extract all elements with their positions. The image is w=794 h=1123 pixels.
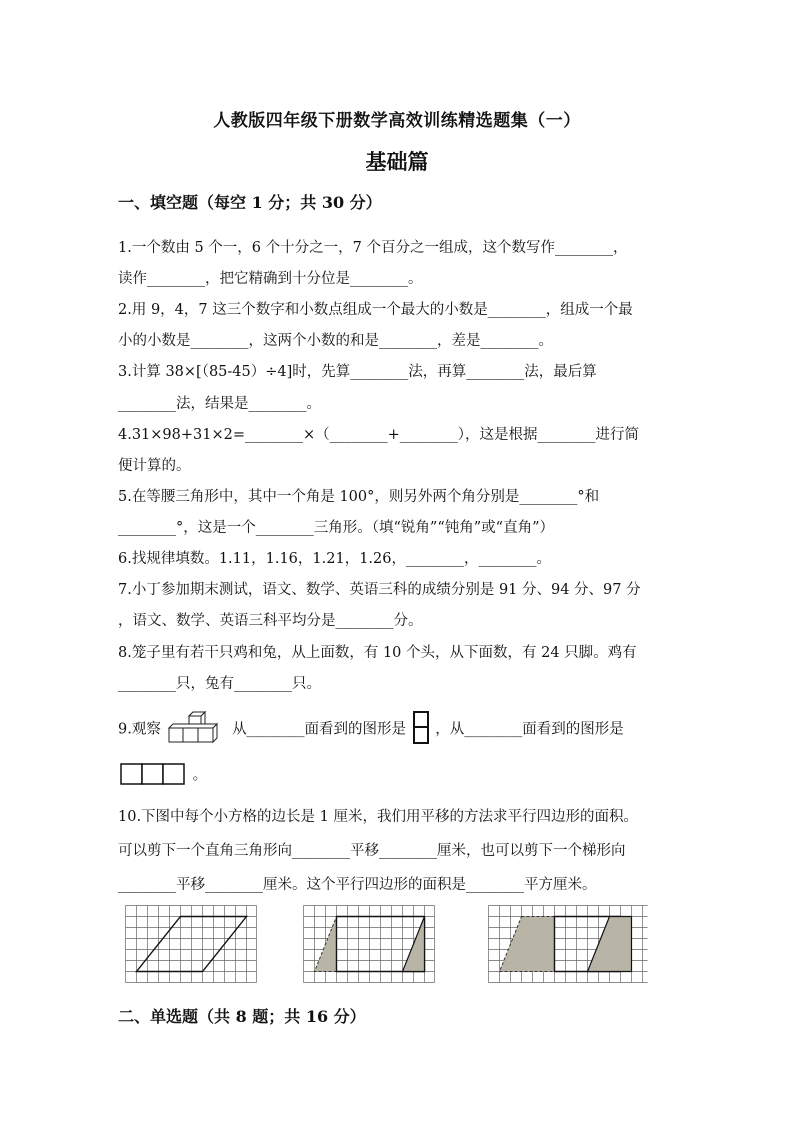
q9-line2 (118, 760, 207, 800)
q6-line1: 6.找规律填数。1.11，1.16，1.21，1.26，________，________。 (118, 551, 551, 567)
q7-line1: 7.小丁参加期末测试，语文、数学、英语三科的成绩分别是 91 分、94 分、97 分 (118, 582, 641, 598)
q9-part2: ，从________面看到的图形是 (435, 721, 624, 738)
q5-line1: 5.在等腰三角形中，其中一个角是 100°，则另外两个角分别是________°和 (118, 489, 600, 505)
q2-line1: 2.用 9，4，7 这三个数字和小数点组成一个最大的小数是________，组成一个最 (118, 302, 633, 318)
view-figure-horizontal (118, 760, 188, 788)
view-figure-vertical (411, 710, 431, 746)
q4-line1: 4.31×98+31×2=________×（________+________），这是根据________进行简 (118, 427, 640, 443)
q9-end: 。 (192, 767, 208, 784)
q4-line2: 便计算的。 (118, 458, 191, 474)
q5-line2: ________°，这是一个________三角形。（填“锐角”“钝角”或“直角”） (118, 520, 554, 536)
q8-line2: ________只，兔有________只。 (118, 676, 321, 692)
cube-stack-figure (165, 708, 227, 748)
parallelogram-grid-figure (125, 905, 257, 985)
q3-line2: ________法，结果是________。 (118, 396, 321, 412)
q3-line1: 3.计算 38×[（85-45）÷4]时，先算________法，再算________法，最后算 (118, 364, 597, 380)
section-2-heading: 二、单选题（共 8 题；共 16 分） (118, 1007, 366, 1026)
q10-line3: ________平移________厘米。这个平行四边形的面积是________平方厘米。 (118, 877, 597, 893)
q1-line2: 读作________，把它精确到十分位是________。 (118, 271, 423, 287)
q9-part1: 从________面看到的图形是 (232, 721, 407, 738)
page-title: 人教版四年级下册数学高效训练精选题集（一） (213, 111, 581, 131)
q10-line1: 10.下图中每个小方格的边长是 1 厘米，我们用平移的方法求平行四边形的面积。 (118, 809, 639, 825)
q10-line2: 可以剪下一个直角三角形向________平移________厘米，也可以剪下一个梯形向 (118, 843, 626, 859)
section-1-heading: 一、填空题（每空 1 分；共 30 分） (118, 193, 382, 212)
q9-prefix: 9.观察 (118, 721, 161, 738)
q7-line2: ，语文、数学、英语三科平均分是________分。 (118, 613, 423, 629)
trapezoid-shift-grid-figure (488, 905, 648, 985)
q2-line2: 小的小数是________，这两个小数的和是________，差是________。 (118, 333, 553, 349)
q9-line1 (118, 708, 624, 748)
q1-line1: 1.一个数由 5 个一，6 个十分之一，7 个百分之一组成，这个数写作________， (118, 240, 628, 256)
triangle-shift-grid-figure (303, 905, 435, 985)
page-subtitle: 基础篇 (365, 149, 429, 174)
q8-line1: 8.笼子里有若干只鸡和兔，从上面数，有 10 个头，从下面数，有 24 只脚。鸡有 (118, 645, 637, 661)
